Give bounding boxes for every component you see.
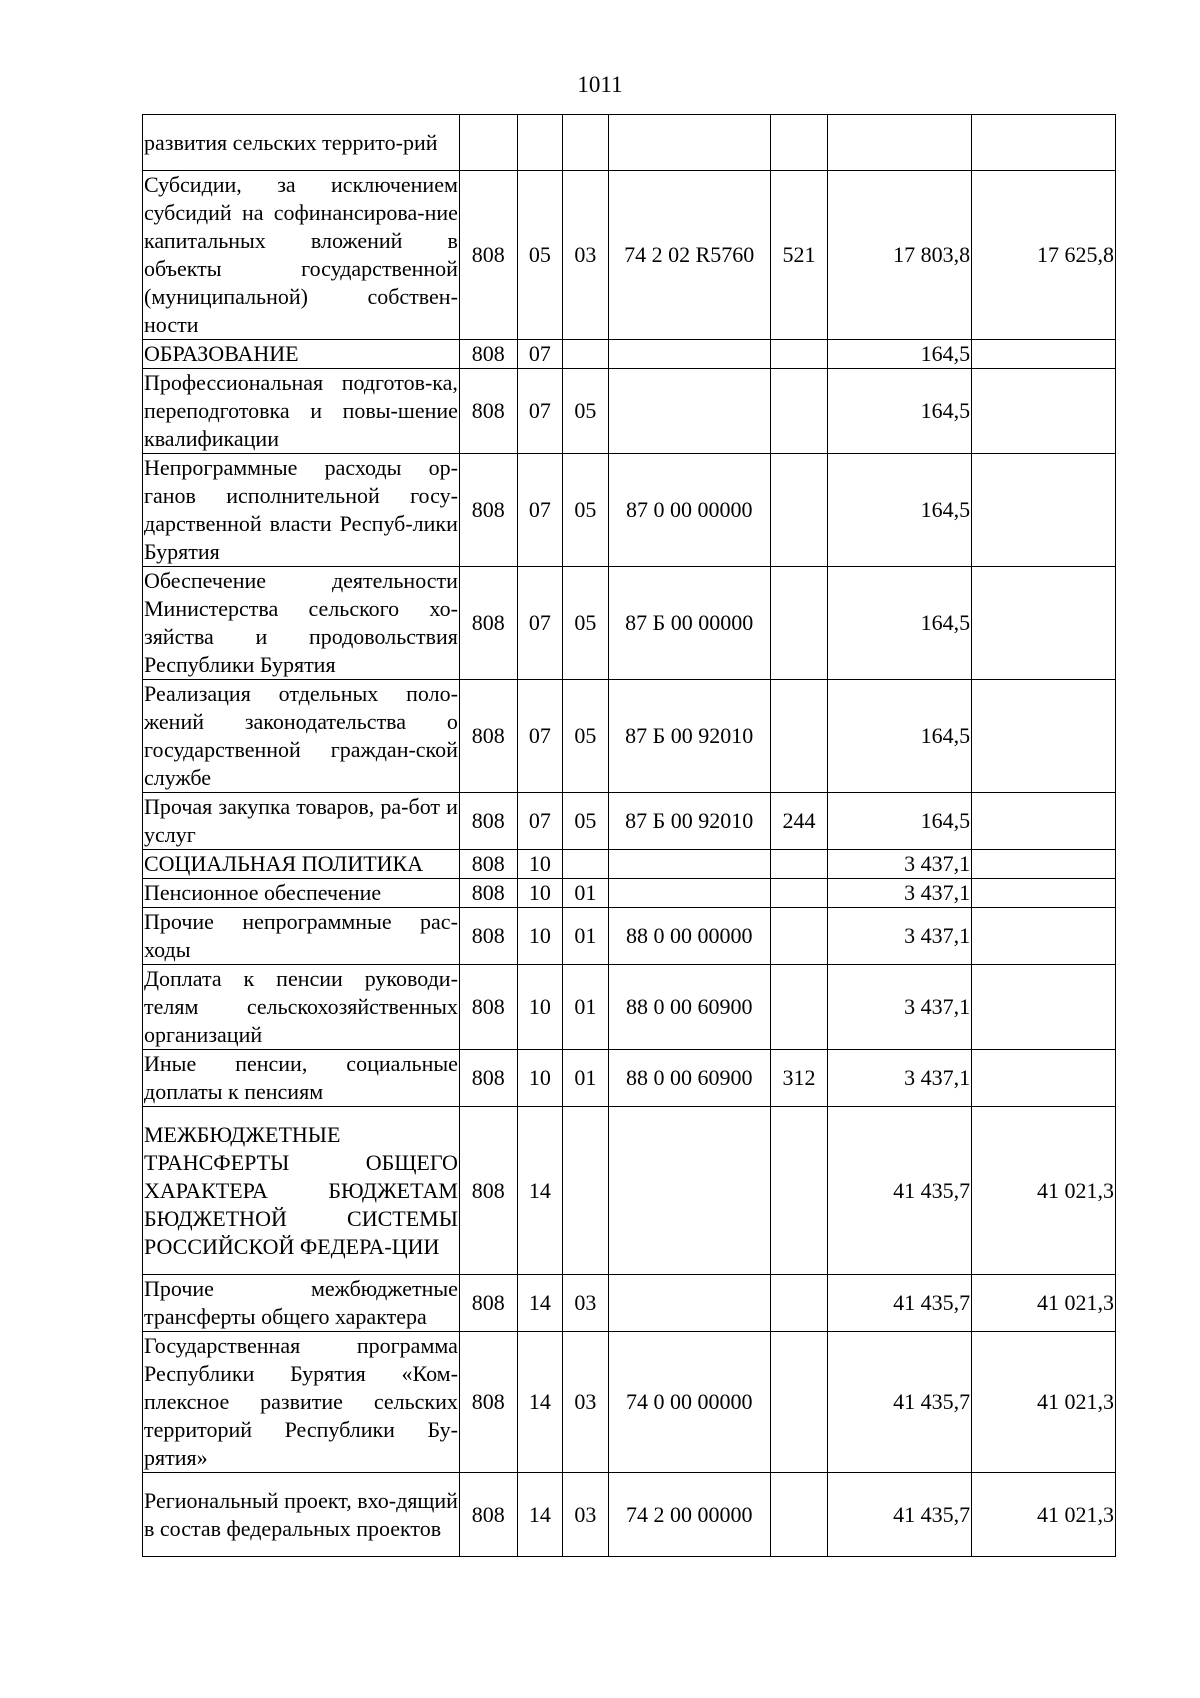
- cell-grbs: [459, 115, 517, 171]
- cell-grbs: 808: [459, 1107, 517, 1275]
- cell-target-article: [608, 1107, 770, 1275]
- table-row: [143, 340, 1116, 369]
- cell-grbs: 808: [459, 340, 517, 369]
- table-row: [143, 680, 1116, 793]
- cell-amount-2: [972, 793, 1116, 850]
- cell-amount-2: [972, 369, 1116, 454]
- table-body: [143, 115, 1116, 1557]
- cell-target-article: 74 0 00 00000: [608, 1332, 770, 1473]
- cell-grbs: 808: [459, 567, 517, 680]
- cell-target-article: 74 2 00 00000: [608, 1473, 770, 1557]
- cell-section: 07: [517, 340, 563, 369]
- cell-subsection: 03: [563, 1332, 609, 1473]
- cell-grbs: 808: [459, 171, 517, 340]
- cell-amount-1: [828, 115, 972, 171]
- cell-amount-1: 164,5: [828, 680, 972, 793]
- table-row: [143, 454, 1116, 567]
- cell-expense-type: 244: [770, 793, 828, 850]
- cell-amount-2: [972, 567, 1116, 680]
- cell-name: Пенсионное обеспечение: [143, 879, 460, 908]
- table-row: [143, 908, 1116, 965]
- cell-amount-2: [972, 115, 1116, 171]
- cell-amount-2: 41 021,3: [972, 1473, 1116, 1557]
- table-row: [143, 850, 1116, 879]
- cell-name: Обеспечение деятельности Министерства сельского хо-зяйства и продовольствия Республики Бурятия: [143, 567, 460, 680]
- cell-amount-2: [972, 1050, 1116, 1107]
- table-row: [143, 1050, 1116, 1107]
- cell-target-article: 88 0 00 60900: [608, 1050, 770, 1107]
- cell-amount-1: 3 437,1: [828, 908, 972, 965]
- table-row: [143, 1107, 1116, 1275]
- cell-target-article: [608, 115, 770, 171]
- cell-subsection: 01: [563, 908, 609, 965]
- cell-subsection: 01: [563, 1050, 609, 1107]
- cell-amount-2: [972, 965, 1116, 1050]
- cell-name: Профессиональная подготов-ка, переподготовка и повы-шение квалификации: [143, 369, 460, 454]
- cell-section: [517, 115, 563, 171]
- cell-amount-2: 17 625,8: [972, 171, 1116, 340]
- cell-grbs: 808: [459, 1332, 517, 1473]
- cell-amount-1: 41 435,7: [828, 1332, 972, 1473]
- cell-amount-2: [972, 879, 1116, 908]
- cell-subsection: [563, 850, 609, 879]
- cell-amount-2: [972, 908, 1116, 965]
- cell-subsection: [563, 340, 609, 369]
- cell-amount-1: 17 803,8: [828, 171, 972, 340]
- cell-expense-type: [770, 879, 828, 908]
- cell-expense-type: [770, 1275, 828, 1332]
- cell-section: 14: [517, 1473, 563, 1557]
- cell-name: Реализация отдельных поло-жений законодательства о государственной граждан-ской службе: [143, 680, 460, 793]
- table-row: [143, 879, 1116, 908]
- cell-target-article: 88 0 00 00000: [608, 908, 770, 965]
- cell-amount-1: 164,5: [828, 454, 972, 567]
- cell-section: 14: [517, 1275, 563, 1332]
- budget-table: [142, 114, 1116, 1557]
- cell-amount-1: 41 435,7: [828, 1107, 972, 1275]
- table-row: [143, 1332, 1116, 1473]
- cell-expense-type: [770, 1473, 828, 1557]
- cell-grbs: 808: [459, 793, 517, 850]
- cell-name: ОБРАЗОВАНИЕ: [143, 340, 460, 369]
- cell-amount-2: [972, 680, 1116, 793]
- cell-grbs: 808: [459, 879, 517, 908]
- cell-amount-2: 41 021,3: [972, 1275, 1116, 1332]
- cell-grbs: 808: [459, 680, 517, 793]
- cell-target-article: 88 0 00 60900: [608, 965, 770, 1050]
- cell-name: Доплата к пенсии руководи-телям сельскохозяйственных организаций: [143, 965, 460, 1050]
- cell-expense-type: [770, 340, 828, 369]
- cell-name: Прочие межбюджетные трансферты общего характера: [143, 1275, 460, 1332]
- cell-expense-type: [770, 1107, 828, 1275]
- cell-target-article: [608, 850, 770, 879]
- cell-section: 14: [517, 1107, 563, 1275]
- table-row: [143, 567, 1116, 680]
- table-row: [143, 369, 1116, 454]
- cell-subsection: 03: [563, 171, 609, 340]
- cell-amount-2: 41 021,3: [972, 1107, 1116, 1275]
- cell-subsection: 03: [563, 1473, 609, 1557]
- cell-grbs: 808: [459, 965, 517, 1050]
- table-row: [143, 171, 1116, 340]
- cell-name: МЕЖБЮДЖЕТНЫЕ ТРАНСФЕРТЫ ОБЩЕГО ХАРАКТЕРА БЮДЖЕТАМ БЮДЖЕТНОЙ СИСТЕМЫ РОССИЙСКОЙ ФЕДЕРА-ЦИИ: [143, 1107, 460, 1275]
- cell-target-article: 74 2 02 R5760: [608, 171, 770, 340]
- cell-target-article: [608, 1275, 770, 1332]
- cell-expense-type: [770, 1332, 828, 1473]
- cell-amount-1: 164,5: [828, 567, 972, 680]
- cell-name: Субсидии, за исключением субсидий на софинансирова-ние капитальных вложений в объекты государственной (муниципальной) собствен-ности: [143, 171, 460, 340]
- cell-grbs: 808: [459, 1275, 517, 1332]
- cell-name: Непрограммные расходы ор-ганов исполнительной госу-дарственной власти Респуб-лики Бурятия: [143, 454, 460, 567]
- cell-expense-type: [770, 908, 828, 965]
- cell-section: 07: [517, 369, 563, 454]
- cell-grbs: 808: [459, 908, 517, 965]
- cell-subsection: [563, 1107, 609, 1275]
- cell-section: 10: [517, 908, 563, 965]
- cell-target-article: [608, 340, 770, 369]
- table-row: [143, 1275, 1116, 1332]
- cell-target-article: [608, 369, 770, 454]
- cell-section: 10: [517, 1050, 563, 1107]
- cell-section: 07: [517, 454, 563, 567]
- cell-expense-type: [770, 850, 828, 879]
- cell-expense-type: [770, 115, 828, 171]
- cell-subsection: 01: [563, 965, 609, 1050]
- cell-grbs: 808: [459, 369, 517, 454]
- cell-section: 10: [517, 965, 563, 1050]
- cell-grbs: 808: [459, 850, 517, 879]
- cell-amount-1: 164,5: [828, 340, 972, 369]
- cell-subsection: 05: [563, 793, 609, 850]
- cell-section: 10: [517, 879, 563, 908]
- cell-target-article: 87 Б 00 00000: [608, 567, 770, 680]
- cell-section: 07: [517, 680, 563, 793]
- table-row: [143, 1473, 1116, 1557]
- cell-target-article: 87 Б 00 92010: [608, 793, 770, 850]
- cell-name: развития сельских террито-рий: [143, 115, 460, 171]
- cell-section: 05: [517, 171, 563, 340]
- cell-amount-1: 164,5: [828, 793, 972, 850]
- cell-amount-1: 41 435,7: [828, 1473, 972, 1557]
- cell-expense-type: 312: [770, 1050, 828, 1107]
- cell-subsection: 05: [563, 680, 609, 793]
- cell-amount-1: 3 437,1: [828, 1050, 972, 1107]
- cell-subsection: 05: [563, 454, 609, 567]
- cell-subsection: 05: [563, 567, 609, 680]
- cell-name: СОЦИАЛЬНАЯ ПОЛИТИКА: [143, 850, 460, 879]
- cell-expense-type: 521: [770, 171, 828, 340]
- cell-grbs: 808: [459, 1473, 517, 1557]
- cell-amount-1: 164,5: [828, 369, 972, 454]
- cell-expense-type: [770, 965, 828, 1050]
- cell-name: Прочие непрограммные рас-ходы: [143, 908, 460, 965]
- table-row: [143, 793, 1116, 850]
- cell-amount-1: 3 437,1: [828, 965, 972, 1050]
- cell-section: 10: [517, 850, 563, 879]
- cell-amount-1: 3 437,1: [828, 850, 972, 879]
- cell-amount-1: 3 437,1: [828, 879, 972, 908]
- cell-name: Прочая закупка товаров, ра-бот и услуг: [143, 793, 460, 850]
- cell-section: 14: [517, 1332, 563, 1473]
- cell-subsection: [563, 115, 609, 171]
- cell-expense-type: [770, 680, 828, 793]
- cell-section: 07: [517, 793, 563, 850]
- cell-name: Государственная программа Республики Бурятия «Ком-плексное развитие сельских территорий Республики Бу-рятия»: [143, 1332, 460, 1473]
- cell-expense-type: [770, 567, 828, 680]
- table-row: [143, 965, 1116, 1050]
- cell-amount-2: [972, 340, 1116, 369]
- cell-amount-2: 41 021,3: [972, 1332, 1116, 1473]
- cell-subsection: 05: [563, 369, 609, 454]
- cell-name: Региональный проект, вхо-дящий в состав федеральных проектов: [143, 1473, 460, 1557]
- cell-amount-2: [972, 850, 1116, 879]
- table-row: [143, 115, 1116, 171]
- cell-section: 07: [517, 567, 563, 680]
- cell-target-article: [608, 879, 770, 908]
- cell-amount-2: [972, 454, 1116, 567]
- cell-name: Иные пенсии, социальные доплаты к пенсиям: [143, 1050, 460, 1107]
- cell-subsection: 03: [563, 1275, 609, 1332]
- cell-grbs: 808: [459, 454, 517, 567]
- cell-target-article: 87 0 00 00000: [608, 454, 770, 567]
- cell-subsection: 01: [563, 879, 609, 908]
- cell-expense-type: [770, 369, 828, 454]
- cell-amount-1: 41 435,7: [828, 1275, 972, 1332]
- cell-target-article: 87 Б 00 92010: [608, 680, 770, 793]
- page-number: 1011: [577, 72, 623, 97]
- cell-expense-type: [770, 454, 828, 567]
- cell-grbs: 808: [459, 1050, 517, 1107]
